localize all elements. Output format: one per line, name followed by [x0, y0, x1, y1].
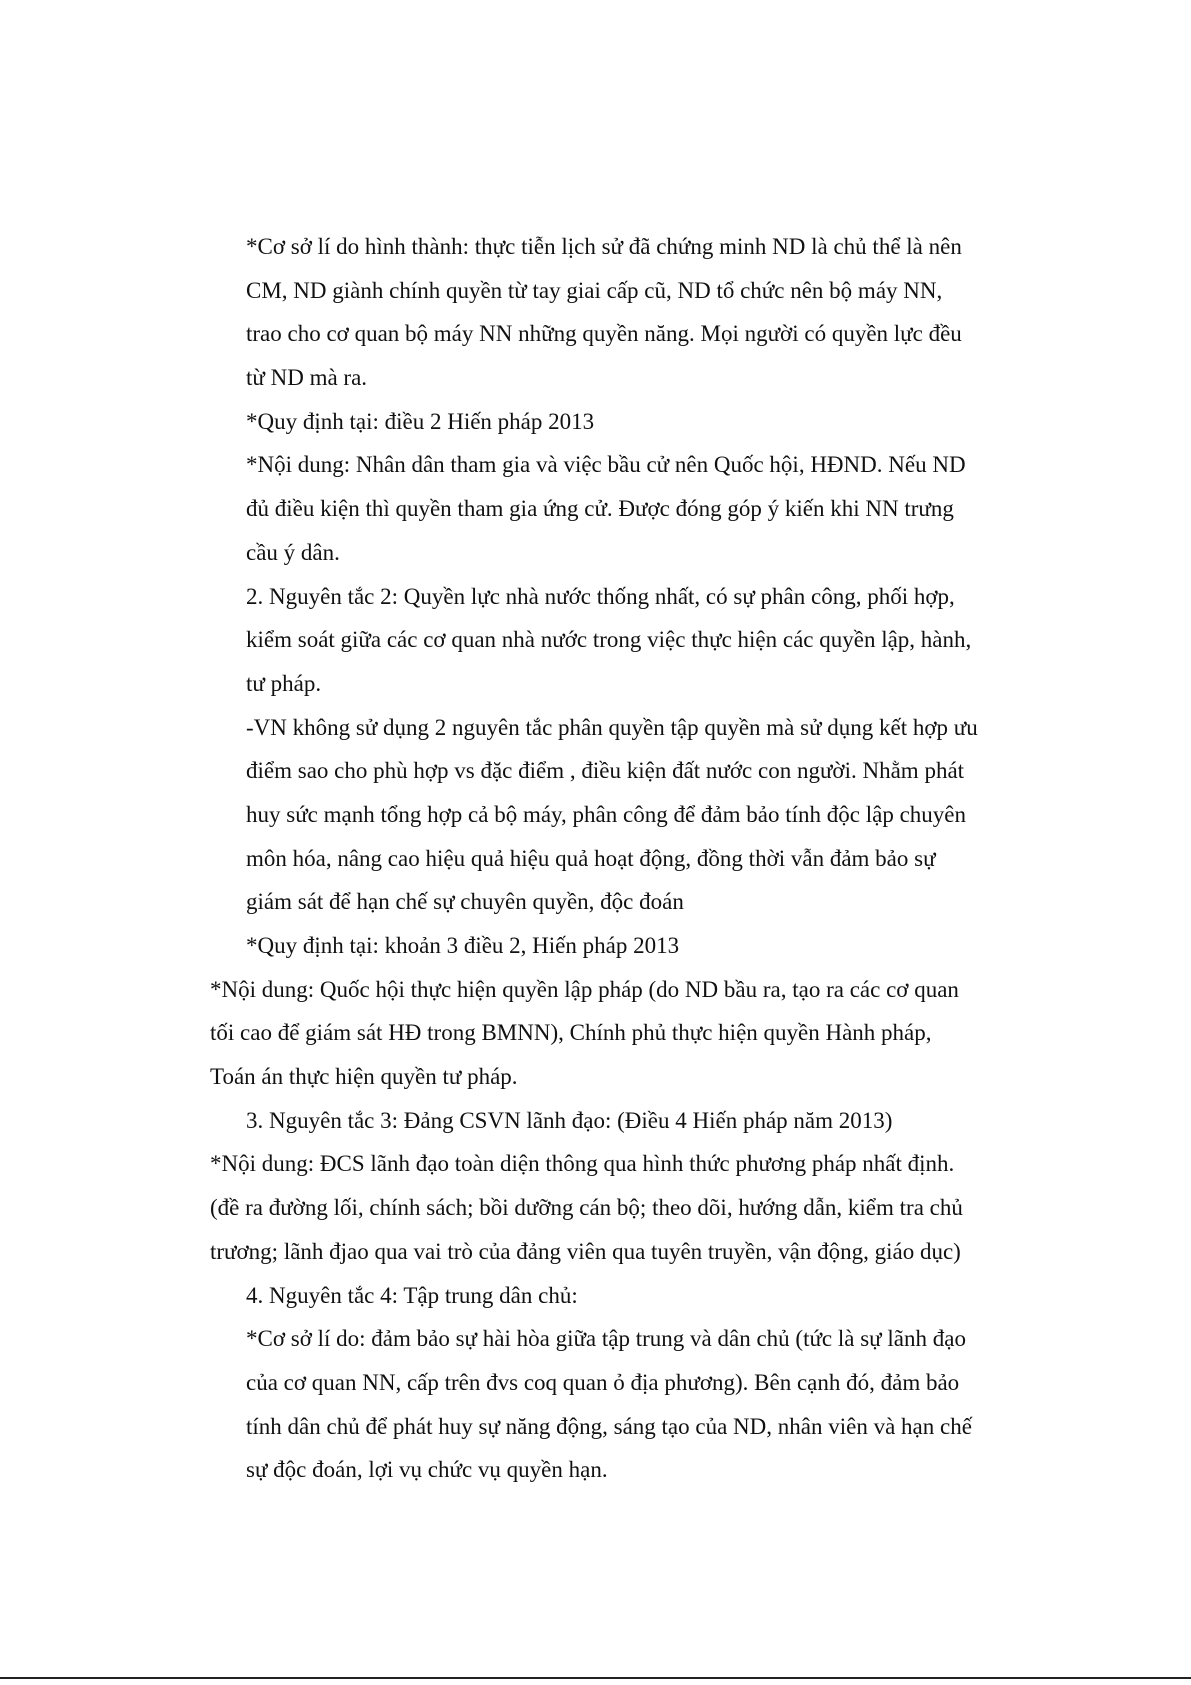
text-line: từ ND mà ra.	[246, 365, 368, 391]
text-line: CM, ND giành chính quyền từ tay giai cấp cũ, ND tổ chức nên bộ máy NN,	[246, 277, 943, 303]
text-line: 3. Nguyên tắc 3: Đảng CSVN lãnh đạo: (Điều 4 Hiến pháp năm 2013)	[246, 1107, 893, 1133]
text-line: đủ điều kiện thì quyền tham gia ứng cử. Được đóng góp ý kiến khi NN trưng	[246, 496, 954, 522]
text-line: điểm sao cho phù hợp vs đặc điểm , điều kiện đất nước con người. Nhằm phát	[246, 758, 965, 784]
text-line: của cơ quan NN, cấp trên đvs coq quan ỏ địa phương). Bên cạnh đó, đảm bảo	[246, 1369, 960, 1395]
text-line: cầu ý dân.	[246, 539, 340, 565]
text-line: 4. Nguyên tắc 4: Tập trung dân chủ:	[246, 1282, 578, 1308]
document-body	[210, 225, 1058, 1492]
text-line: giám sát để hạn chế sự chuyên quyền, độc đoán	[246, 889, 684, 915]
page-bottom-divider	[0, 1677, 1191, 1679]
text-line: *Cơ sở lí do hình thành: thực tiễn lịch sử đã chứng minh ND là chủ thể là nên	[246, 234, 962, 259]
text-line: tư pháp.	[246, 670, 322, 696]
text-line: (đề ra đường lối, chính sách; bồi dưỡng cán bộ; theo dõi, hướng dẫn, kiểm tra chủ	[210, 1195, 963, 1221]
text-line: huy sức mạnh tổng hợp cả bộ máy, phân công để đảm bảo tính độc lập chuyên	[246, 801, 966, 827]
text-line: sự độc đoán, lợi vụ chức vụ quyền hạn.	[246, 1457, 608, 1483]
text-line: *Nội dung: Nhân dân tham gia và việc bầu cử nên Quốc hội, HĐND. Nếu ND	[246, 452, 966, 478]
text-line: *Nội dung: Quốc hội thực hiện quyền lập pháp (do ND bầu ra, tạo ra các cơ quan	[210, 976, 959, 1002]
text-line: -VN không sử dụng 2 nguyên tắc phân quyền tập quyền mà sử dụng kết hợp ưu	[246, 714, 978, 740]
text-line: kiểm soát giữa các cơ quan nhà nước trong việc thực hiện các quyền lập, hành,	[246, 627, 972, 653]
text-line: môn hóa, nâng cao hiệu quả hiệu quả hoạt động, đồng thời vẫn đảm bảo sự	[246, 845, 936, 871]
text-line: 2. Nguyên tắc 2: Quyền lực nhà nước thống nhất, có sự phân công, phối hợp,	[246, 583, 955, 609]
text-line: tính dân chủ để phát huy sự năng động, sáng tạo của ND, nhân viên và hạn chế	[246, 1413, 972, 1439]
text-line: *Quy định tại: điều 2 Hiến pháp 2013	[246, 408, 595, 434]
text-line: trao cho cơ quan bộ máy NN những quyền năng. Mọi người có quyền lực đều	[246, 321, 962, 347]
text-line: tối cao để giám sát HĐ trong BMNN), Chính phủ thực hiện quyền Hành pháp,	[210, 1020, 932, 1046]
text-line: *Quy định tại: khoản 3 điều 2, Hiến pháp 2013	[246, 933, 680, 958]
text-line: Toán án thực hiện quyền tư pháp.	[210, 1064, 518, 1090]
text-line: trương; lãnh đjao qua vai trò của đảng viên qua tuyên truyền, vận động, giáo dục)	[210, 1238, 961, 1264]
text-line: *Cơ sở lí do: đảm bảo sự hài hòa giữa tập trung và dân chủ (tức là sự lãnh đạo	[246, 1326, 966, 1352]
text-line: *Nội dung: ĐCS lãnh đạo toàn diện thông qua hình thức phương pháp nhất định.	[210, 1151, 955, 1177]
